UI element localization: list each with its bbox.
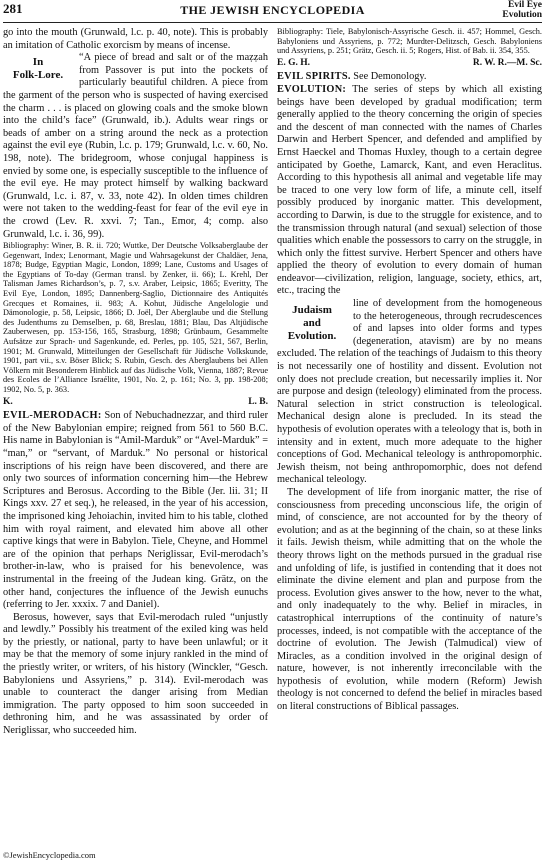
evil-merodach-signature: [277, 57, 542, 70]
signature-left: E. G. H.: [277, 57, 310, 68]
sidenote-judaism-evolution: [277, 304, 347, 343]
evolution-paragraph-2: The development of life from inorganic matter, the rise of consciousness from preceding unconscious life, the origin of mind, of conscience, are not accounted for by the theory of evolution; and as at the beginning of the chain, so at these links it fails. Jewish theism, while admitting that on the whole the theory throws light on the methods pursued in the gradual rise and unfolding of life, is justified in contending that it does not eliminate the divine element and plan and purpose from the process. Evolution gives answer to the how, never to the what, and only inadequately to the why. Belief in miracles, in catastrophical interruptions of the continuity of nature’s processes, indeed, is not compatible with the acceptance of the doctrine of evolution. The Jewish (Talmudical) view of Miracles, as a condition involved in the original design of nature, however, is not inherently irreconcilable with the hypothesis of evolution, while modern (Reform) Jewish theology is not concerned to defend the belief in miracles based on literal constructions of Biblical passages.: [277, 486, 542, 713]
evolution-paragraph: [277, 84, 542, 298]
sidenote-folk-lore: [3, 56, 73, 82]
evil-eye-bibliography: Bibliography: Winer, B. R. ii. 720; Wuttke, Der Deutsche Volksaberglaube der Gegenwart, Index; Lenormant, Magie und Wahrsagekunst der Chaldäer, Jena, 1878; Budge, Egyptian Magic, London, 1899; Lane, Customs and Usages of the Egyptians of To-day (German transl. by Zenker, ii. 66); L. Krehl, Der Talisman James Richardson’s, p. 7, s.v. Araber, Leipsic, 1865; Everitty, The Evil Eye, London, 1895; Dannenberg-Saglio, Dictionnaire des Antiquités Grecques et Romaines, ii. 983; A. Kohut, Jüdische Angelologie und Dämonologie, p. 58, Leipsic, 1866; D. Joël, Der Aberglaube und die Stellung des Judenthums zu Demselben, p. 68, Breslau, 1881; Blau, Das Altjüdische Zauberwesen, pp. 153-156, 165, Strasburg, 1898; Grünbaum, Gesammelte Aufsätze zur Sprach- und Sagenkunde, ed. Perles, pp. 105, 521, 567, Berlin, 1901; M. Grunwald, Mitteilungen der Gesellschaft für Jüdische Volkskunde, 1901, part vii., s.v. Böser Blick; S. Rubin, Gesch. des Aberglaubens bei Allen Völkern mit Besonderem Hinblick auf das Jüdische Volk, Vienna, 1887; Revue des Ecoles de l’Alliance Israélite, 1901, No. 2, p. 161; No. 3, pp. 198-208; 1902, No. 5, p. 363.: [3, 241, 268, 394]
entry-heading-evil-spirits: EVIL SPIRITS.: [277, 71, 351, 83]
page-header: [0, 0, 545, 22]
guide-words: [502, 0, 542, 20]
footer-watermark: ©JewishEncyclopedia.com: [3, 850, 96, 860]
signature-right: R. W. R.—M. Sc.: [472, 57, 542, 68]
evil-eye-continuation: go into the mouth (Grunwald, l.c. p. 40, note). This is probably an imitation of Catholic exorcism by means of incense.: [3, 27, 268, 51]
guide-word-bottom: Evolution: [502, 10, 542, 20]
signature-left: K.: [3, 396, 13, 407]
evolution-paragraph-cont: line of development from the homogeneous to the heterogeneous, through recrudescences of and lapses into older forms and types (degeneration, atavism) are by no means excluded. The relation of the teachings of Judaism to this theory is not necessarily one of hostility and dissent. Evolution not only does not preclude creation, but necessarily implies it. Nor are purpose and design (teleology) eliminated from the process. Natural selection in strict construction is teleological. Mechanical design alone is precluded. In its stead the hypothesis of evolution operates with a teleology that is, both in intensity and in extent, much more adequate to the higher conceptions of God. Mechanical teleology is anthropomorphic. Jewish theism, not being anthropomorphic, does not defend mechanical teleology.: [277, 298, 542, 486]
evolution-text: The series of steps by which all existing beings have been developed by gradual modification; term generally applied to the theory concerning the origin of species and the descent of man connected with the names of Charles Darwin and Herbert Spencer, and defended and amplified by Ernst Haeckel and Thomas Huxley, though to a certain degree anticipated by Goethe, Lamarck, Kant, and even Heraclitus. According to this hypothesis all animal and vegetable life may be traced to one very low form of life, a minute cell, itself possibly produced by inorganic matter. This development, according to Darwin, is due to the struggle for existence, and to the transmission through natural (and sexual) selection of those qualities which enable the possessors to carry on the struggle, in which only the fittest survive. Herbert Spencer and others have applied the theory of evolution to every domain of human endeavor—civilization, religion, language, society, ethics, art, etc., tracing the: [277, 83, 542, 297]
evil-merodach-paragraph-2: Berosus, however, says that Evil-merodach ruled “unjustly and lewdly.” Possibly his treatment of the exiled king was held by the priestly, or national, party to have been unlawful; or it may be that the memory of some injury rankled in the mind of the priestly writer, or writers, of his history (Winckler, “Gesch. Babyloniens und Assyriens,” p. 314). Evil-merodach was unable to counteract the danger arising from Median immigration. The party opposed to him soon succeeded in dethroning him, and he was assassinated by order of Neriglissar, who succeeded him.: [3, 611, 268, 737]
sidenote-line: Judaism: [292, 304, 332, 317]
evil-eye-signature: [3, 396, 268, 409]
page-number: 281: [3, 1, 23, 16]
entry-heading-evil-merodach: EVIL-MERODACH:: [3, 410, 102, 422]
guide-word-top: Evil Eye: [507, 0, 542, 10]
sidenote-line: In: [32, 56, 44, 69]
evil-merodach-text: Son of Nebuchadnezzar, and third ruler of the New Babylonian empire; reigned from 561 to 560 B.C. His name in Babylonian is “Amil-Marduk” or “Avel-Marduk” = “man,” or “servant, of Marduk.” No personal or historical inscriptions of his reign have been discovered, and there are only two sources of information concerning him—the Hebrew Scriptures and Berosus. According to the Bible (Jer. lii. 31; II Kings xxv. 27 et seq.), he released, in the year of his accession, the imprisoned king Jehoiachin, invited him to his table, clothed him with royal raiment, and elevated him above all other captive kings that were in Babylon. Tiele, Cheyne, and Hommel are of the opinion that perhaps Neriglissar, Evil-merodach’s brother-in-law, who is praised for his benevolence, was instrumental in the freeing of the Judean king. Grätz, on the other hand, conjectures the influence of the Jewish eunuchs (referring to Jer. xxxix. 7 and Daniel).: [3, 410, 268, 611]
header-rule: [3, 22, 542, 23]
sidenote-line: Folk-Lore.: [12, 69, 64, 82]
evil-eye-folklore-paragraph: “A piece of bread and salt or of the maẓẓah from Passover is put into the pockets of particularly beautiful children. A piece from the garment of the person who is suspected of having exercised the charm . . . is placed on glowing coals and the smoke blown into the child’s face” (Grunwald, ib.). Adults wear rings or beads of amber on a string around the neck as a protection against the evil eye (Rubin, l.c. p. 179; Grunwald, l.c. v. 60, No. 198, note). The bridegroom, whose conjugal happiness is envied by some one, is especially susceptible to the influence of the evil eye. He may protect himself by walking backward (Grunwald, l.c. i. 87, v. 33, note 42). In olden times children were not taken to the wedding-feast for fear of the evil eye in the crowd (Lev. R. xxvi. 7; Tan., Emor, 4; comp. also Grunwald, l.c. i. 36, 99).: [3, 52, 268, 240]
evil-merodach-bibliography: Bibliography: Tiele, Babylonisch-Assyrische Gesch. ii. 457; Hommel, Gesch. Babyloniens und Assyriens, p. 772; Murdter-Delitzsch, Gesch. Babyloniens und Assyriens, p. 251; Grätz, Gesch. ii. 5; Rogers, Hist. of Bab. ii. 354, 355.: [277, 27, 542, 56]
running-title: THE JEWISH ENCYCLOPEDIA: [180, 3, 365, 17]
left-column: [3, 27, 268, 738]
signature-right: L. B.: [248, 396, 268, 407]
right-column: [277, 27, 542, 714]
evil-spirits-entry: [277, 71, 542, 84]
entry-heading-evolution: EVOLUTION:: [277, 83, 347, 95]
cross-reference: See Demonology.: [350, 71, 427, 83]
evil-merodach-paragraph: [3, 410, 268, 612]
sidenote-line: Evolution.: [287, 330, 337, 343]
sidenote-line: and: [303, 317, 321, 330]
